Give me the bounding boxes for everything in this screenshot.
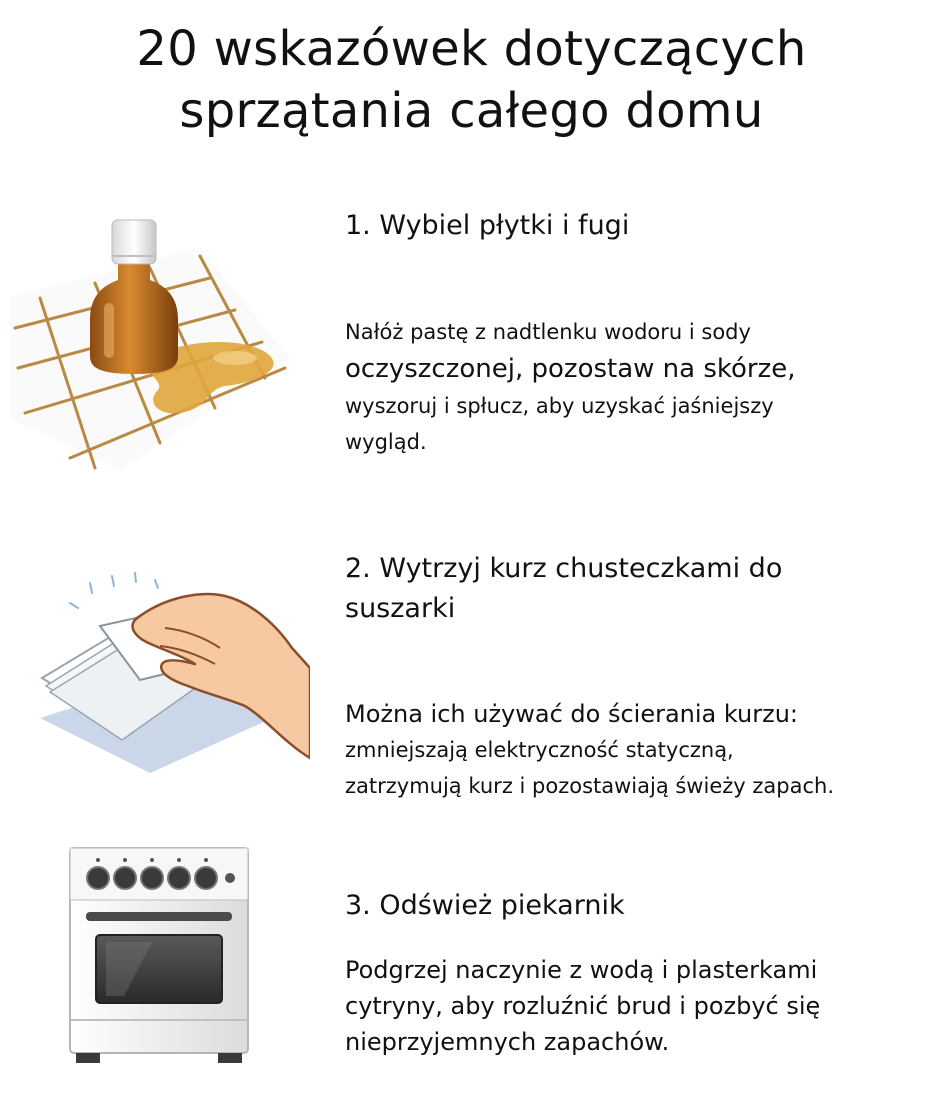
tip-3-body <box>345 952 820 1060</box>
tip-3-body-line-2: cytryny, aby rozluźnić brud i pozbyć się <box>345 992 821 1020</box>
tip-1-body-line-2: oczyszczonej, pozostaw na skórze, <box>345 354 796 384</box>
tip-1-body-line-1: Nałóż pastę z nadtlenku wodoru i sody <box>345 320 751 344</box>
tip-2-heading <box>345 549 782 629</box>
page-title <box>0 18 943 142</box>
tip-2-heading-line-1: 2. Wytrzyj kurz chusteczkami do <box>345 553 783 584</box>
tip-1-heading: 1. Wybiel płytki i fugi <box>345 210 630 241</box>
tip-3-heading: 3. Odśwież piekarnik <box>345 890 625 921</box>
tip-3-body-line-3: nieprzyjemnych zapachów. <box>345 1028 670 1056</box>
bottle-on-tiles-icon <box>0 208 290 478</box>
tip-1-body-line-4: wygląd. <box>345 430 427 454</box>
tip-2-body-line-2: zmniejszają elektryczność statyczną, <box>345 738 734 762</box>
tip-3-body-line-1: Podgrzej naczynie z wodą i plasterkami <box>345 956 818 984</box>
tip-2-body-line-1: Można ich używać do ścierania kurzu: <box>345 700 799 728</box>
hand-with-dryer-sheets-icon <box>30 568 310 778</box>
oven-icon <box>62 840 262 1070</box>
tip-2-heading-line-2: suszarki <box>345 593 456 624</box>
page-title-line-1: 20 wskazówek dotyczących <box>136 21 807 77</box>
tip-2-body-line-3: zatrzymują kurz i pozostawiają świeży zapach. <box>345 774 834 798</box>
tip-2-body <box>345 696 834 804</box>
tip-1-body-line-3: wyszoruj i spłucz, aby uzyskać jaśniejszy <box>345 394 774 418</box>
page-title-line-2: sprzątania całego domu <box>179 83 764 139</box>
tip-1-body <box>345 314 796 460</box>
